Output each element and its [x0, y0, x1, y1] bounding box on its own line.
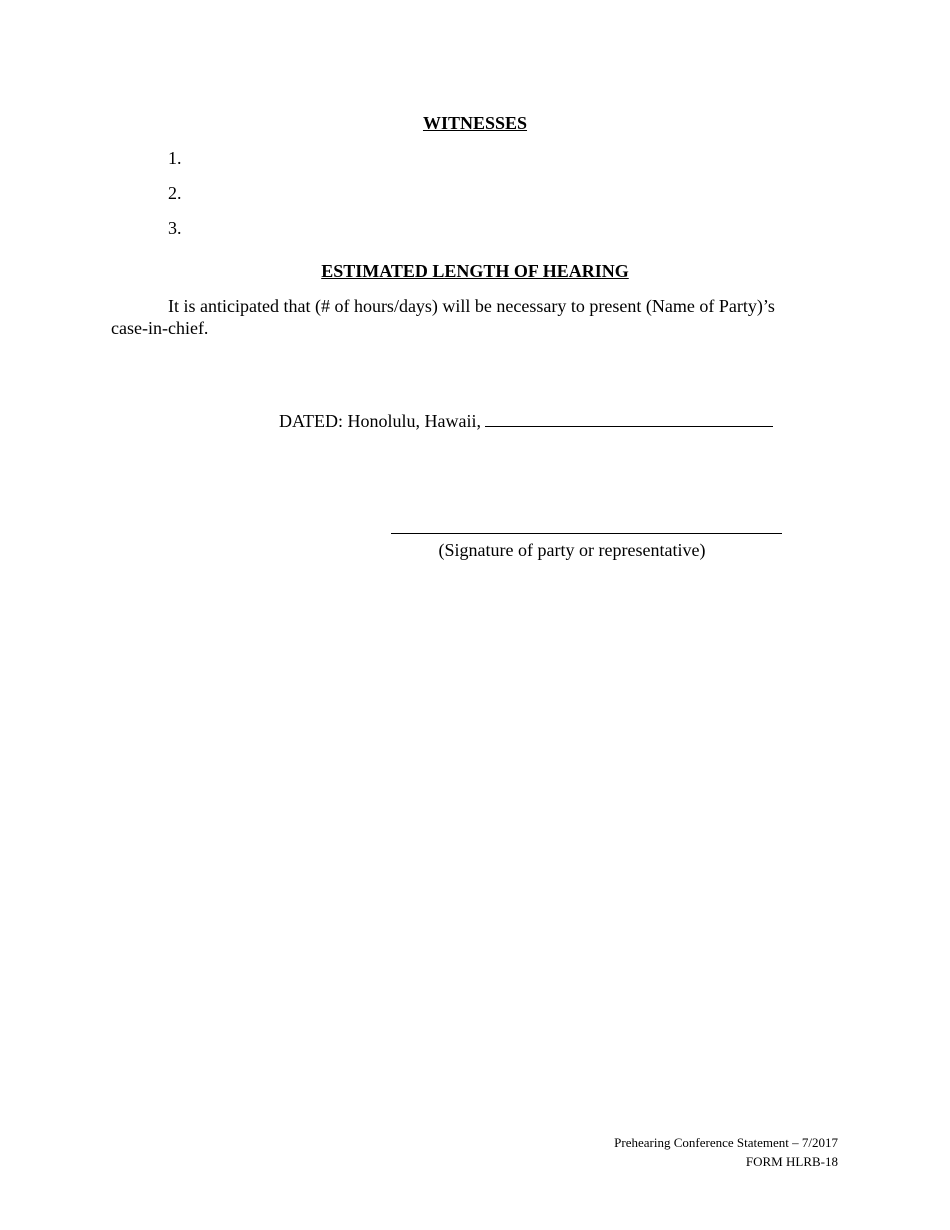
- witnesses-heading: WITNESSES: [422, 113, 528, 133]
- dated-label: DATED: Honolulu, Hawaii,: [279, 411, 481, 431]
- footer-form-number: FORM HLRB-18: [745, 1154, 838, 1169]
- hearing-paragraph-line-2: case-in-chief.: [111, 318, 209, 338]
- date-blank-field[interactable]: [485, 409, 773, 427]
- signature-caption: (Signature of party or representative): [438, 540, 706, 560]
- hearing-length-heading: ESTIMATED LENGTH OF HEARING: [321, 261, 629, 281]
- hearing-paragraph: [111, 295, 811, 339]
- dated-line: [279, 409, 773, 432]
- footer-form-title: Prehearing Conference Statement – 7/2017: [614, 1135, 838, 1150]
- witness-item-2: 2.: [168, 183, 182, 203]
- signature-line[interactable]: [391, 533, 782, 534]
- hearing-paragraph-line-1: It is anticipated that (# of hours/days) will be necessary to present (Name of Party)’s: [168, 296, 775, 316]
- witness-item-1: 1.: [168, 148, 182, 168]
- witness-item-3: 3.: [168, 218, 182, 238]
